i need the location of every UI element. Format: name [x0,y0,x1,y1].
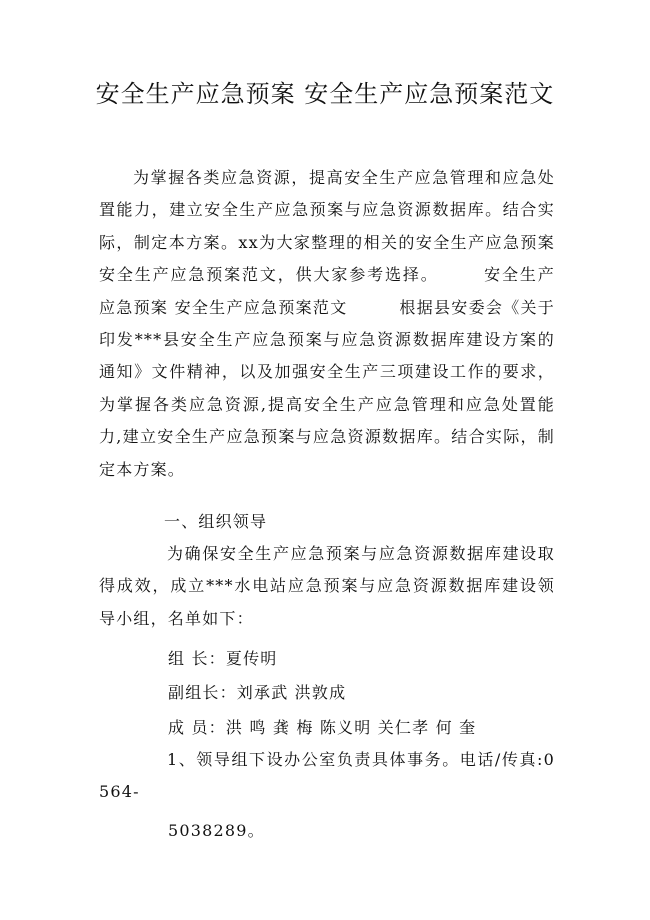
section-paragraph: 为确保安全生产应急预案与应急资源数据库建设取得成效，成立***水电站应急预案与应急资源数据库建设领导小组，名单如下： [99,544,555,628]
item-1-paragraph: 1、领导组下设办公室负责具体事务。电话/传真:0564- [99,750,555,802]
document-title: 安全生产应急预案 安全生产应急预案范文 [95,80,555,108]
section-heading: 一、组织领导 [164,512,268,531]
members-line: 成 员：洪 鸣 龚 梅 陈义明 关仁孝 何 奎 [168,718,477,737]
deputy-line: 副组长：刘承武 洪敦成 [168,683,347,702]
item-1-continuation: 5038289。 [168,821,265,840]
intro-paragraph: 为掌握各类应急资源，提高安全生产应急管理和应急处置能力，建立安全生产应急预案与应急资源数据库。结合实际，制定本方案。xx为大家整理的相关的安全生产应急预案安全生产应急预案范文，供大家参考选择。 安全生产应急预案 安全生产应急预案范文 根据县安委会《关于印发***县安全生产应急预案与应急资源数据库建设方案的通知》文件精神，以及加强安全生产三项建设工作的要求，为掌握各类应急资源,提高安全生产应急管理和应急处置能力,建立安全生产应急预案与应急资源数据库。结合实际，制定本方案。 [99,168,555,479]
leader-line: 组 长：夏传明 [168,649,278,668]
